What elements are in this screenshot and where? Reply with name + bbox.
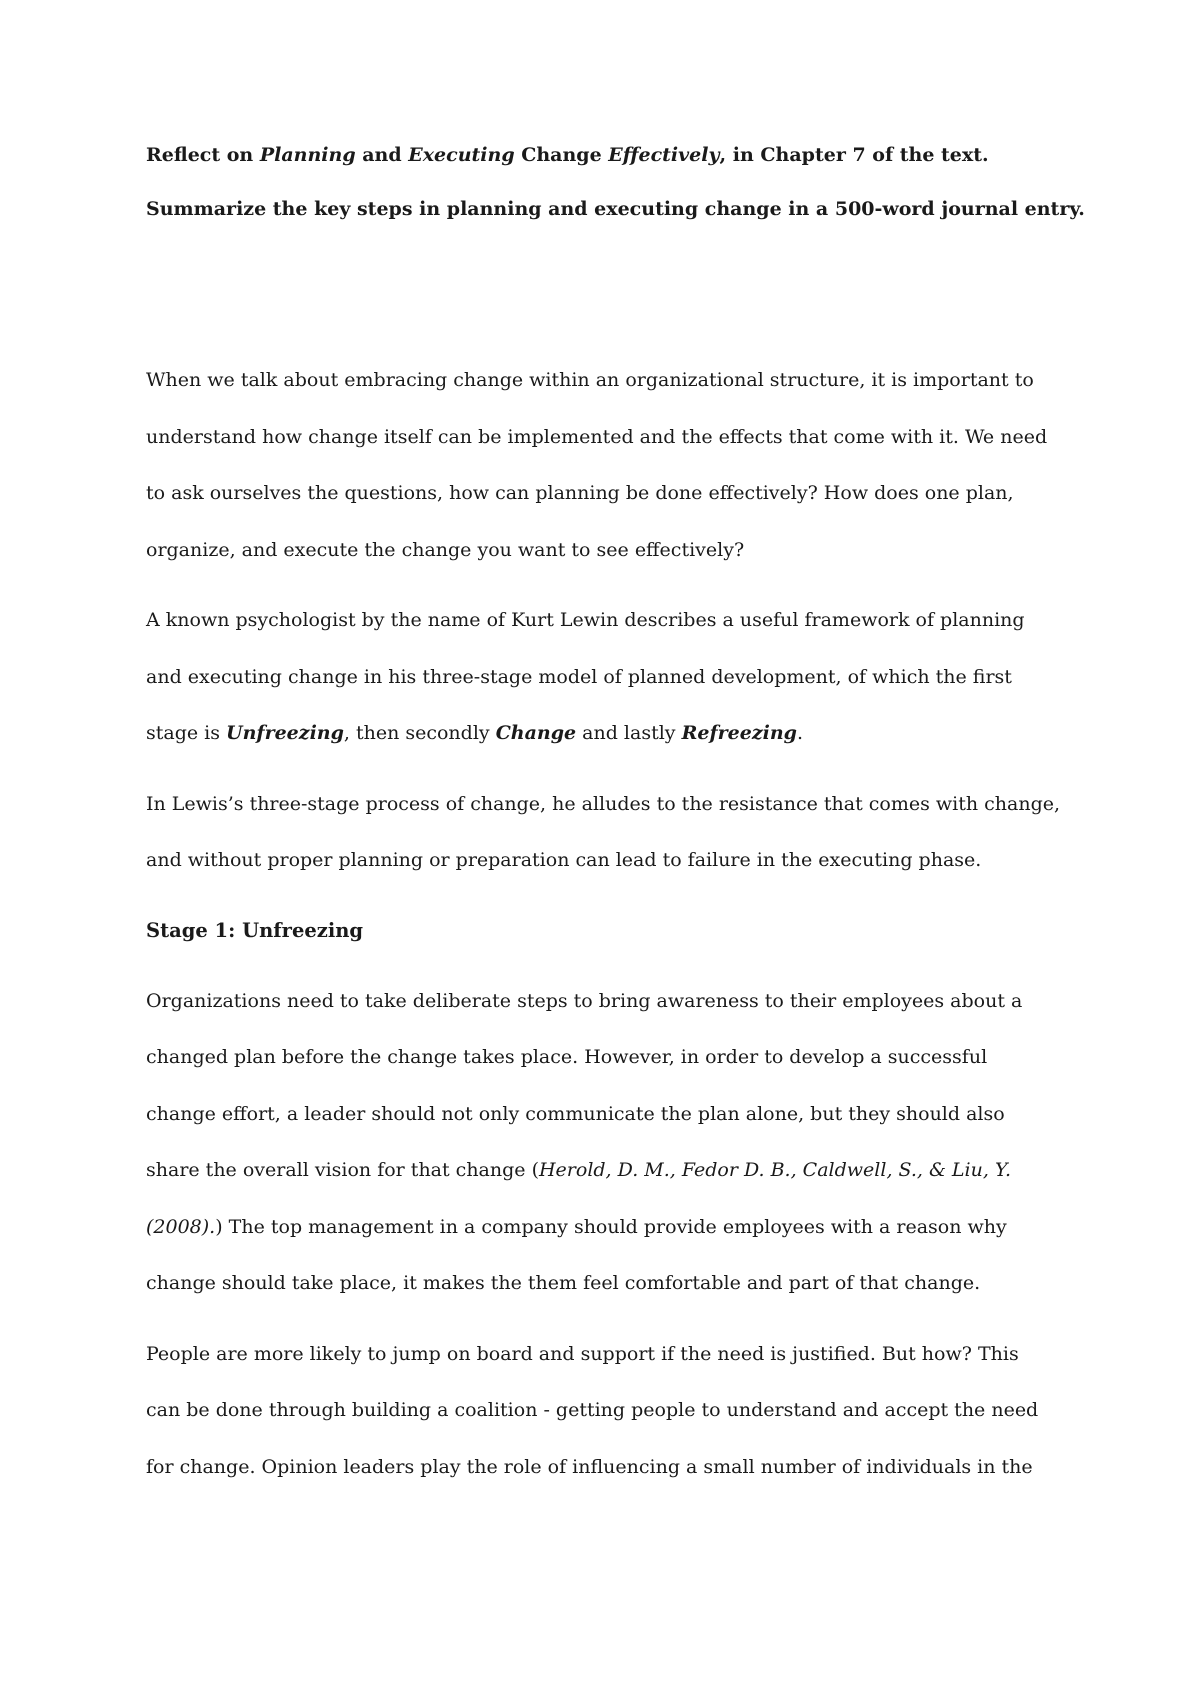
paragraph-resistance [146,776,1076,889]
paragraph-text: and lastly [576,722,682,744]
term-unfreezing: Unfreezing [226,722,344,744]
section-heading-stage-1: Stage 1: Unfreezing [146,918,364,942]
prompt-text: and [355,144,409,166]
paragraph-intro [146,352,1076,578]
prompt-text: Change [514,144,609,166]
prompt-emphasis-effectively: Effectively [608,144,720,166]
prompt-emphasis-planning: Planning [259,144,356,166]
paragraph-line: People are more likely to jump on board and support if the need is justified. But how? This [146,1342,1019,1365]
prompt-text: , in Chapter 7 of the text. [719,144,989,166]
paragraph-line: When we talk about embracing change within an organizational structure, it is important to [146,369,1034,391]
paragraph-text: , then secondly [343,722,496,744]
paragraph-line: In Lewis’s three-stage process of change, he alludes to the resistance that comes with change, [146,792,1061,815]
assignment-prompt-line-2: Summarize the key steps in planning and executing change in a 500-word journal entry. [146,198,1085,220]
paragraph-line [146,705,1076,762]
paragraph-line: changed plan before the change takes place. However, in order to develop a successful [146,1046,988,1068]
prompt-text: Reflect on [146,144,260,166]
paragraph-line: and executing change in his three-stage model of planned development, of which the first [146,665,1012,688]
paragraph-line: to ask ourselves the questions, how can planning be done effectively? How does one plan, [146,482,1014,504]
paragraph-lewin-model [146,592,1076,762]
paragraph-line: change effort, a leader should not only communicate the plan alone, but they should also [146,1102,1005,1125]
paragraph-line: and without proper planning or preparation can lead to failure in the executing phase. [146,849,982,871]
paragraph-line: organize, and execute the change you want to see effectively? [146,538,745,561]
paragraph-coalition [146,1326,1076,1496]
paragraph-line: understand how change itself can be implemented and the effects that come with it. We need [146,425,1048,448]
paragraph-line: change should take place, it makes the them feel comfortable and part of that change. [146,1272,981,1294]
paragraph-text: ) The top management in a company should provide employees with a reason why [215,1215,1007,1238]
paragraph-unfreezing [146,973,1076,1312]
section-spacer [146,252,1076,352]
paragraph-line: for change. Opinion leaders play the role of influencing a small number of individuals in the [146,1455,1033,1478]
paragraph-text: stage is [146,722,227,744]
term-refreezing: Refreezing [681,722,797,744]
paragraph-line: Organizations need to take deliberate steps to bring awareness to their employees about a [146,989,1023,1012]
assignment-prompt-line-1 [146,140,1076,170]
document-body [146,140,1085,1509]
prompt-emphasis-executing: Executing [408,144,515,166]
paragraph-text: . [796,722,803,744]
paragraph-line [146,1142,1076,1199]
paragraph-text: share the overall vision for that change ( [146,1159,539,1181]
paragraph-line: A known psychologist by the name of Kurt Lewin describes a useful framework of planning [146,609,1025,631]
paragraph-line [146,1199,1076,1256]
citation-authors: Herold, D. M., Fedor D. B., Caldwell, S., & Liu, Y. [538,1159,1012,1181]
citation-year: (2008). [146,1215,216,1238]
term-change: Change [495,722,577,744]
paragraph-line: can be done through building a coalition - getting people to understand and accept the need [146,1399,1039,1421]
